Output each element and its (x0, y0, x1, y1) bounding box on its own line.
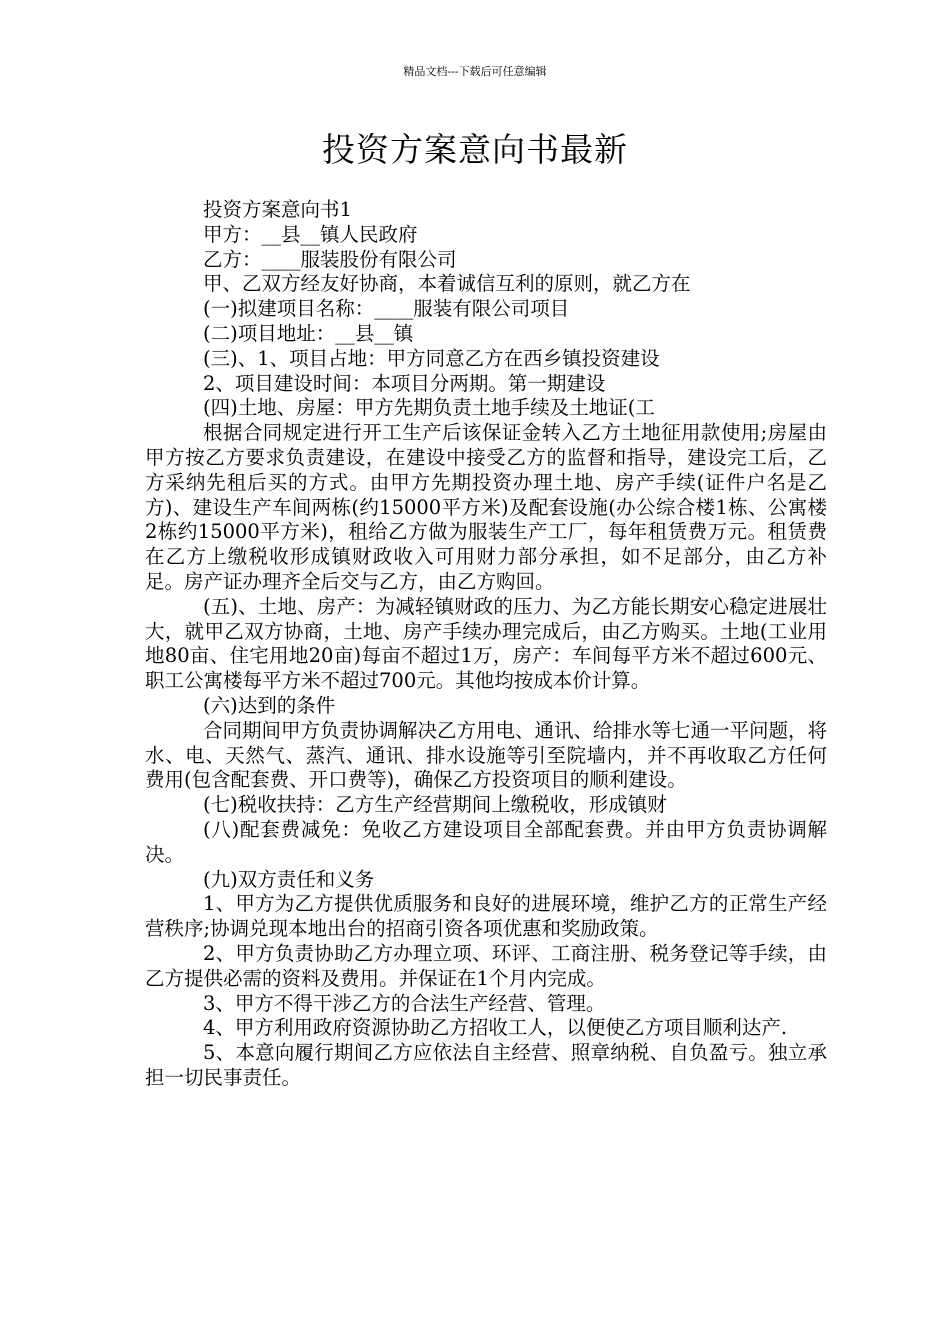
page-header: 精品文档---下载后可任意编辑 (403, 65, 547, 78)
paragraph: 甲方：__县__镇人民政府 (203, 222, 418, 246)
paragraph: 投资方案意向书1 (203, 198, 352, 221)
paragraph: (二)项目地址：__县__镇 (203, 321, 414, 345)
paragraph: (八)配套费减免：免收乙方建设项目全部配套费。并由甲方负责协调解决。 (145, 817, 827, 866)
paragraph: (六)达到的条件 (203, 693, 336, 717)
paragraph: (七)税收扶持：乙方生产经营期间上缴税收，形成镇财 (203, 793, 667, 817)
paragraph: (九)双方责任和义务 (203, 867, 375, 891)
paragraph: 乙方：____服装股份有限公司 (203, 247, 457, 271)
paragraph: 4、甲方利用政府资源协助乙方招收工人，以便使乙方项目顺利达产. (203, 1016, 788, 1040)
paragraph: 2、甲方负责协助乙方办理立项、环评、工商注册、税务登记等手续，由乙方提供必需的资料及费用。并保证在1个月内完成。 (145, 941, 827, 990)
paragraph: (三)、1、项目占地：甲方同意乙方在西乡镇投资建设 (203, 346, 660, 370)
paragraph: 5、本意向履行期间乙方应依法自主经营、照章纳税、自负盈亏。独立承担一切民事责任。 (145, 1041, 827, 1089)
paragraph: 2、项目建设时间：本项目分两期。第一期建设 (203, 371, 606, 395)
document-title: 投资方案意向书最新 (322, 130, 628, 169)
paragraph: (一)拟建项目名称：____服装有限公司项目 (203, 297, 570, 321)
paragraph: (五)、土地、房产：为减轻镇财政的压力、为乙方能长期安心稳定进展壮大，就甲乙双方协商，土地、房产手续办理完成后，由乙方购买。土地(工业用地80亩、住宅用地20亩)每亩不超过1万，房产：车间每平方米不超过600元、职工公寓楼每平方米不超过700元。其他均按成本价计算。 (145, 594, 827, 693)
paragraph: 根据合同规定进行开工生产后该保证金转入乙方土地征用款使用;房屋由甲方按乙方要求负责建设，在建设中接受乙方的监督和指导，建设完工后，乙方采纳先租后买的方式。由甲方先期投资办理土地、房产手续(证件户名是乙方)、建设生产车间两栋(约15000平方米)及配套设施(办公综合楼1栋、公寓楼2栋约15000平方米)，租给乙方做为服装生产工厂，每年租赁费万元。租赁费在乙方上缴税收形成镇财政收入可用财力部分承担，如不足部分，由乙方补足。房产证办理齐全后交与乙方，由乙方购回。 (145, 421, 827, 593)
paragraph: 甲、乙双方经友好协商，本着诚信互利的原则，就乙方在 (203, 272, 691, 296)
paragraph: 1、甲方为乙方提供优质服务和良好的进展环境，维护乙方的正常生产经营秩序;协调兑现本地出台的招商引资各项优惠和奖励政策。 (145, 892, 827, 941)
paragraph: 合同期间甲方负责协调解决乙方用电、通讯、给排水等七通一平问题，将水、电、天然气、蒸汽、通讯、排水设施等引至院墙内，并不再收取乙方任何费用(包含配套费、开口费等)，确保乙方投资项目的顺利建设。 (145, 718, 828, 792)
document-body (145, 198, 827, 1091)
paragraph: (四)土地、房屋：甲方先期负责土地手续及土地证(工 (203, 396, 655, 420)
paragraph: 3、甲方不得干涉乙方的合法生产经营、管理。 (203, 991, 606, 1015)
